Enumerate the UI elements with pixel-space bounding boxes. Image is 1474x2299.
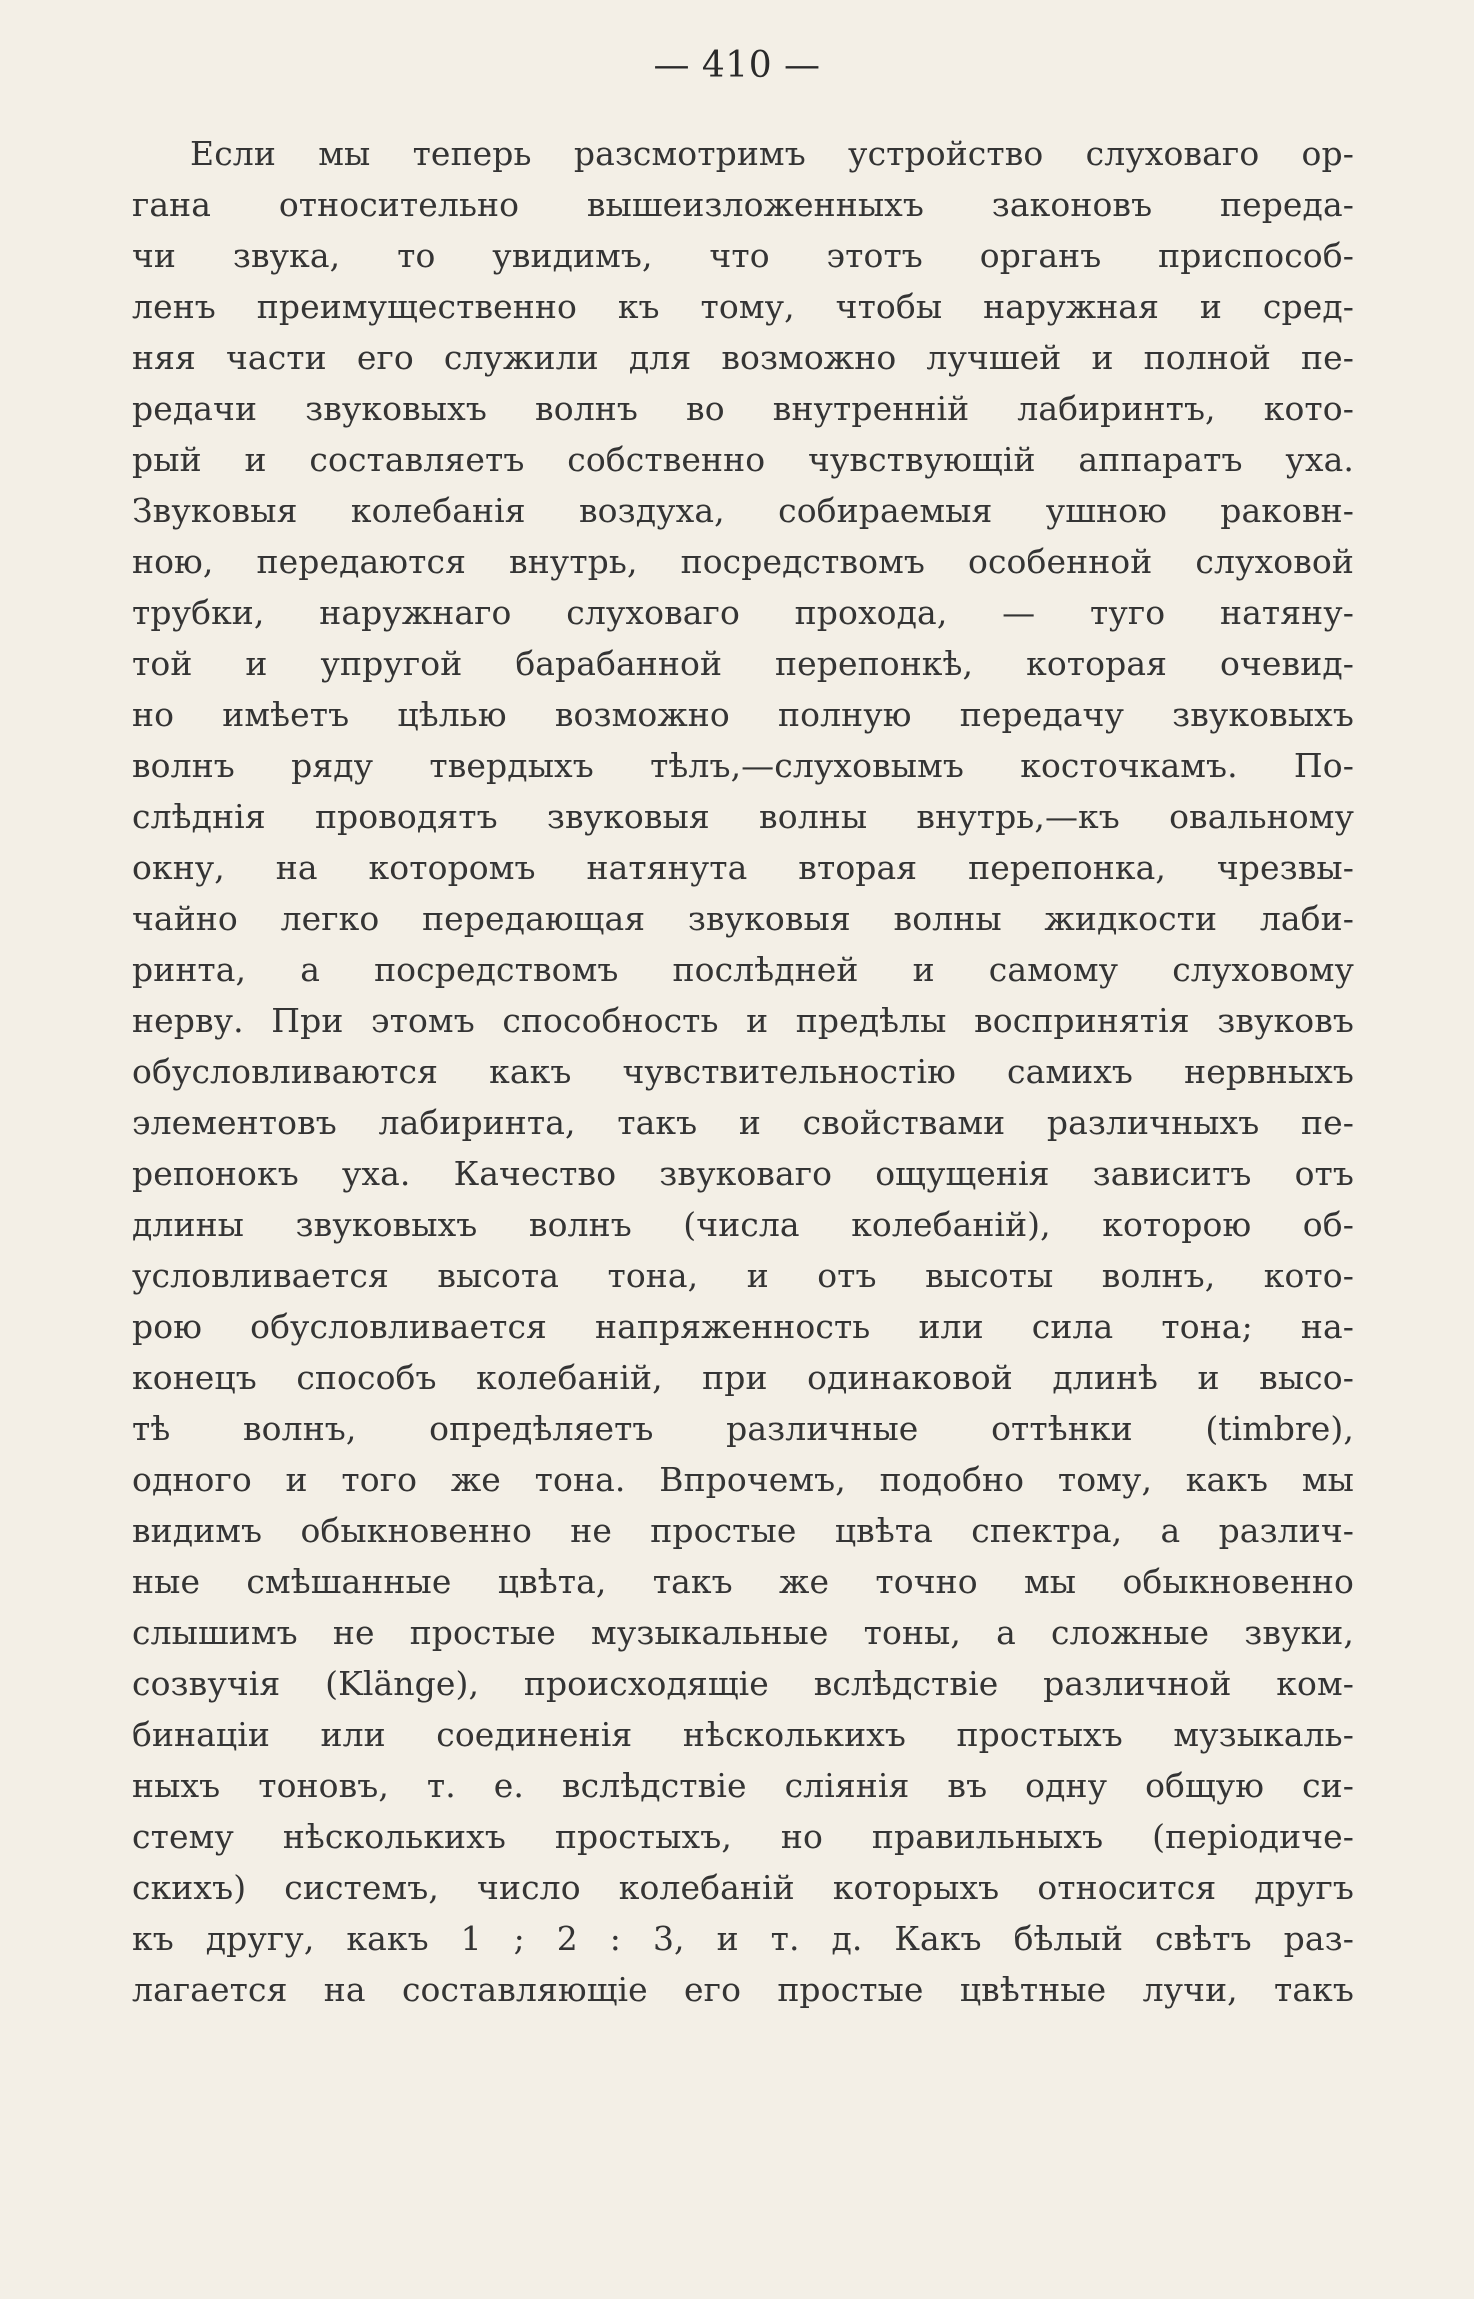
text-line: тѣ волнъ, опредѣляетъ различные оттѣнки (timbre), [132, 1409, 1354, 1448]
text-line: стему нѣсколькихъ простыхъ, но правильныхъ (періодиче- [132, 1817, 1354, 1856]
text-line: нерву. При этомъ способность и предѣлы воспринятія звуковъ [132, 1001, 1354, 1040]
text-line: ною, передаются внутрь, посредствомъ особенной слуховой [132, 542, 1354, 581]
text-line: рою обусловливается напряженность или сила тона; на- [132, 1307, 1354, 1346]
text-line: чи звука, то увидимъ, что этотъ органъ приспособ- [132, 236, 1354, 275]
text-line: къ другу, какъ 1 ; 2 : 3, и т. д. Какъ бѣлый свѣтъ раз- [132, 1919, 1354, 1958]
text-line: элементовъ лабиринта, такъ и свойствами различныхъ пе- [132, 1103, 1354, 1142]
text-line: слѣднія проводятъ звуковыя волны внутрь,—къ овальному [132, 797, 1354, 836]
text-line: ленъ преимущественно къ тому, чтобы наружная и сред- [132, 287, 1354, 326]
body-text [132, 128, 1354, 2015]
text-line: рый и составляетъ собственно чувствующій аппаратъ уха. [132, 440, 1354, 479]
text-line: скихъ) системъ, число колебаній которыхъ относится другъ [132, 1868, 1354, 1907]
text-line: волнъ ряду твердыхъ тѣлъ,—слуховымъ косточкамъ. По- [132, 746, 1354, 785]
page-number: — 410 — [653, 45, 821, 86]
text-line: чайно легко передающая звуковыя волны жидкости лаби- [132, 899, 1354, 938]
text-line: репонокъ уха. Качество звуковаго ощущенія зависитъ отъ [132, 1154, 1354, 1193]
text-line: лагается на составляющіе его простые цвѣтные лучи, такъ [132, 1970, 1354, 2009]
text-line: конецъ способъ колебаній, при одинаковой длинѣ и высо- [132, 1358, 1354, 1397]
text-line: ринта, а посредствомъ послѣдней и самому слуховому [132, 950, 1354, 989]
text-line: но имѣетъ цѣлью возможно полную передачу звуковыхъ [132, 695, 1354, 734]
text-line: созвучія (Klänge), происходящіе вслѣдствіе различной ком- [132, 1664, 1354, 1703]
text-line: длины звуковыхъ волнъ (числа колебаній), которою об- [132, 1205, 1354, 1244]
text-line: бинаціи или соединенія нѣсколькихъ простыхъ музыкаль- [132, 1715, 1354, 1754]
text-line: ные смѣшанные цвѣта, такъ же точно мы обыкновенно [132, 1562, 1354, 1601]
text-line: обусловливаются какъ чувствительностію самихъ нервныхъ [132, 1052, 1354, 1091]
text-line: окну, на которомъ натянута вторая перепонка, чрезвы- [132, 848, 1354, 887]
text-line: няя части его служили для возможно лучшей и полной пе- [132, 338, 1354, 377]
text-line: той и упругой барабанной перепонкѣ, которая очевид- [132, 644, 1354, 683]
text-line: трубки, наружнаго слуховаго прохода, — туго натяну- [132, 593, 1354, 632]
text-line: видимъ обыкновенно не простые цвѣта спектра, а различ- [132, 1511, 1354, 1550]
text-line: одного и того же тона. Впрочемъ, подобно тому, какъ мы [132, 1460, 1354, 1499]
text-line: слышимъ не простые музыкальные тоны, а сложные звуки, [132, 1613, 1354, 1652]
text-line: Звуковыя колебанія воздуха, собираемыя ушною раковн- [132, 491, 1354, 530]
text-line: редачи звуковыхъ волнъ во внутренній лабиринтъ, кото- [132, 389, 1354, 428]
text-line: Если мы теперь разсмотримъ устройство слуховаго ор- [190, 134, 1354, 173]
text-line: ныхъ тоновъ, т. е. вслѣдствіе сліянія въ одну общую си- [132, 1766, 1354, 1805]
text-line: условливается высота тона, и отъ высоты волнъ, кото- [132, 1256, 1354, 1295]
text-line: гана относительно вышеизложенныхъ законовъ переда- [132, 185, 1354, 224]
